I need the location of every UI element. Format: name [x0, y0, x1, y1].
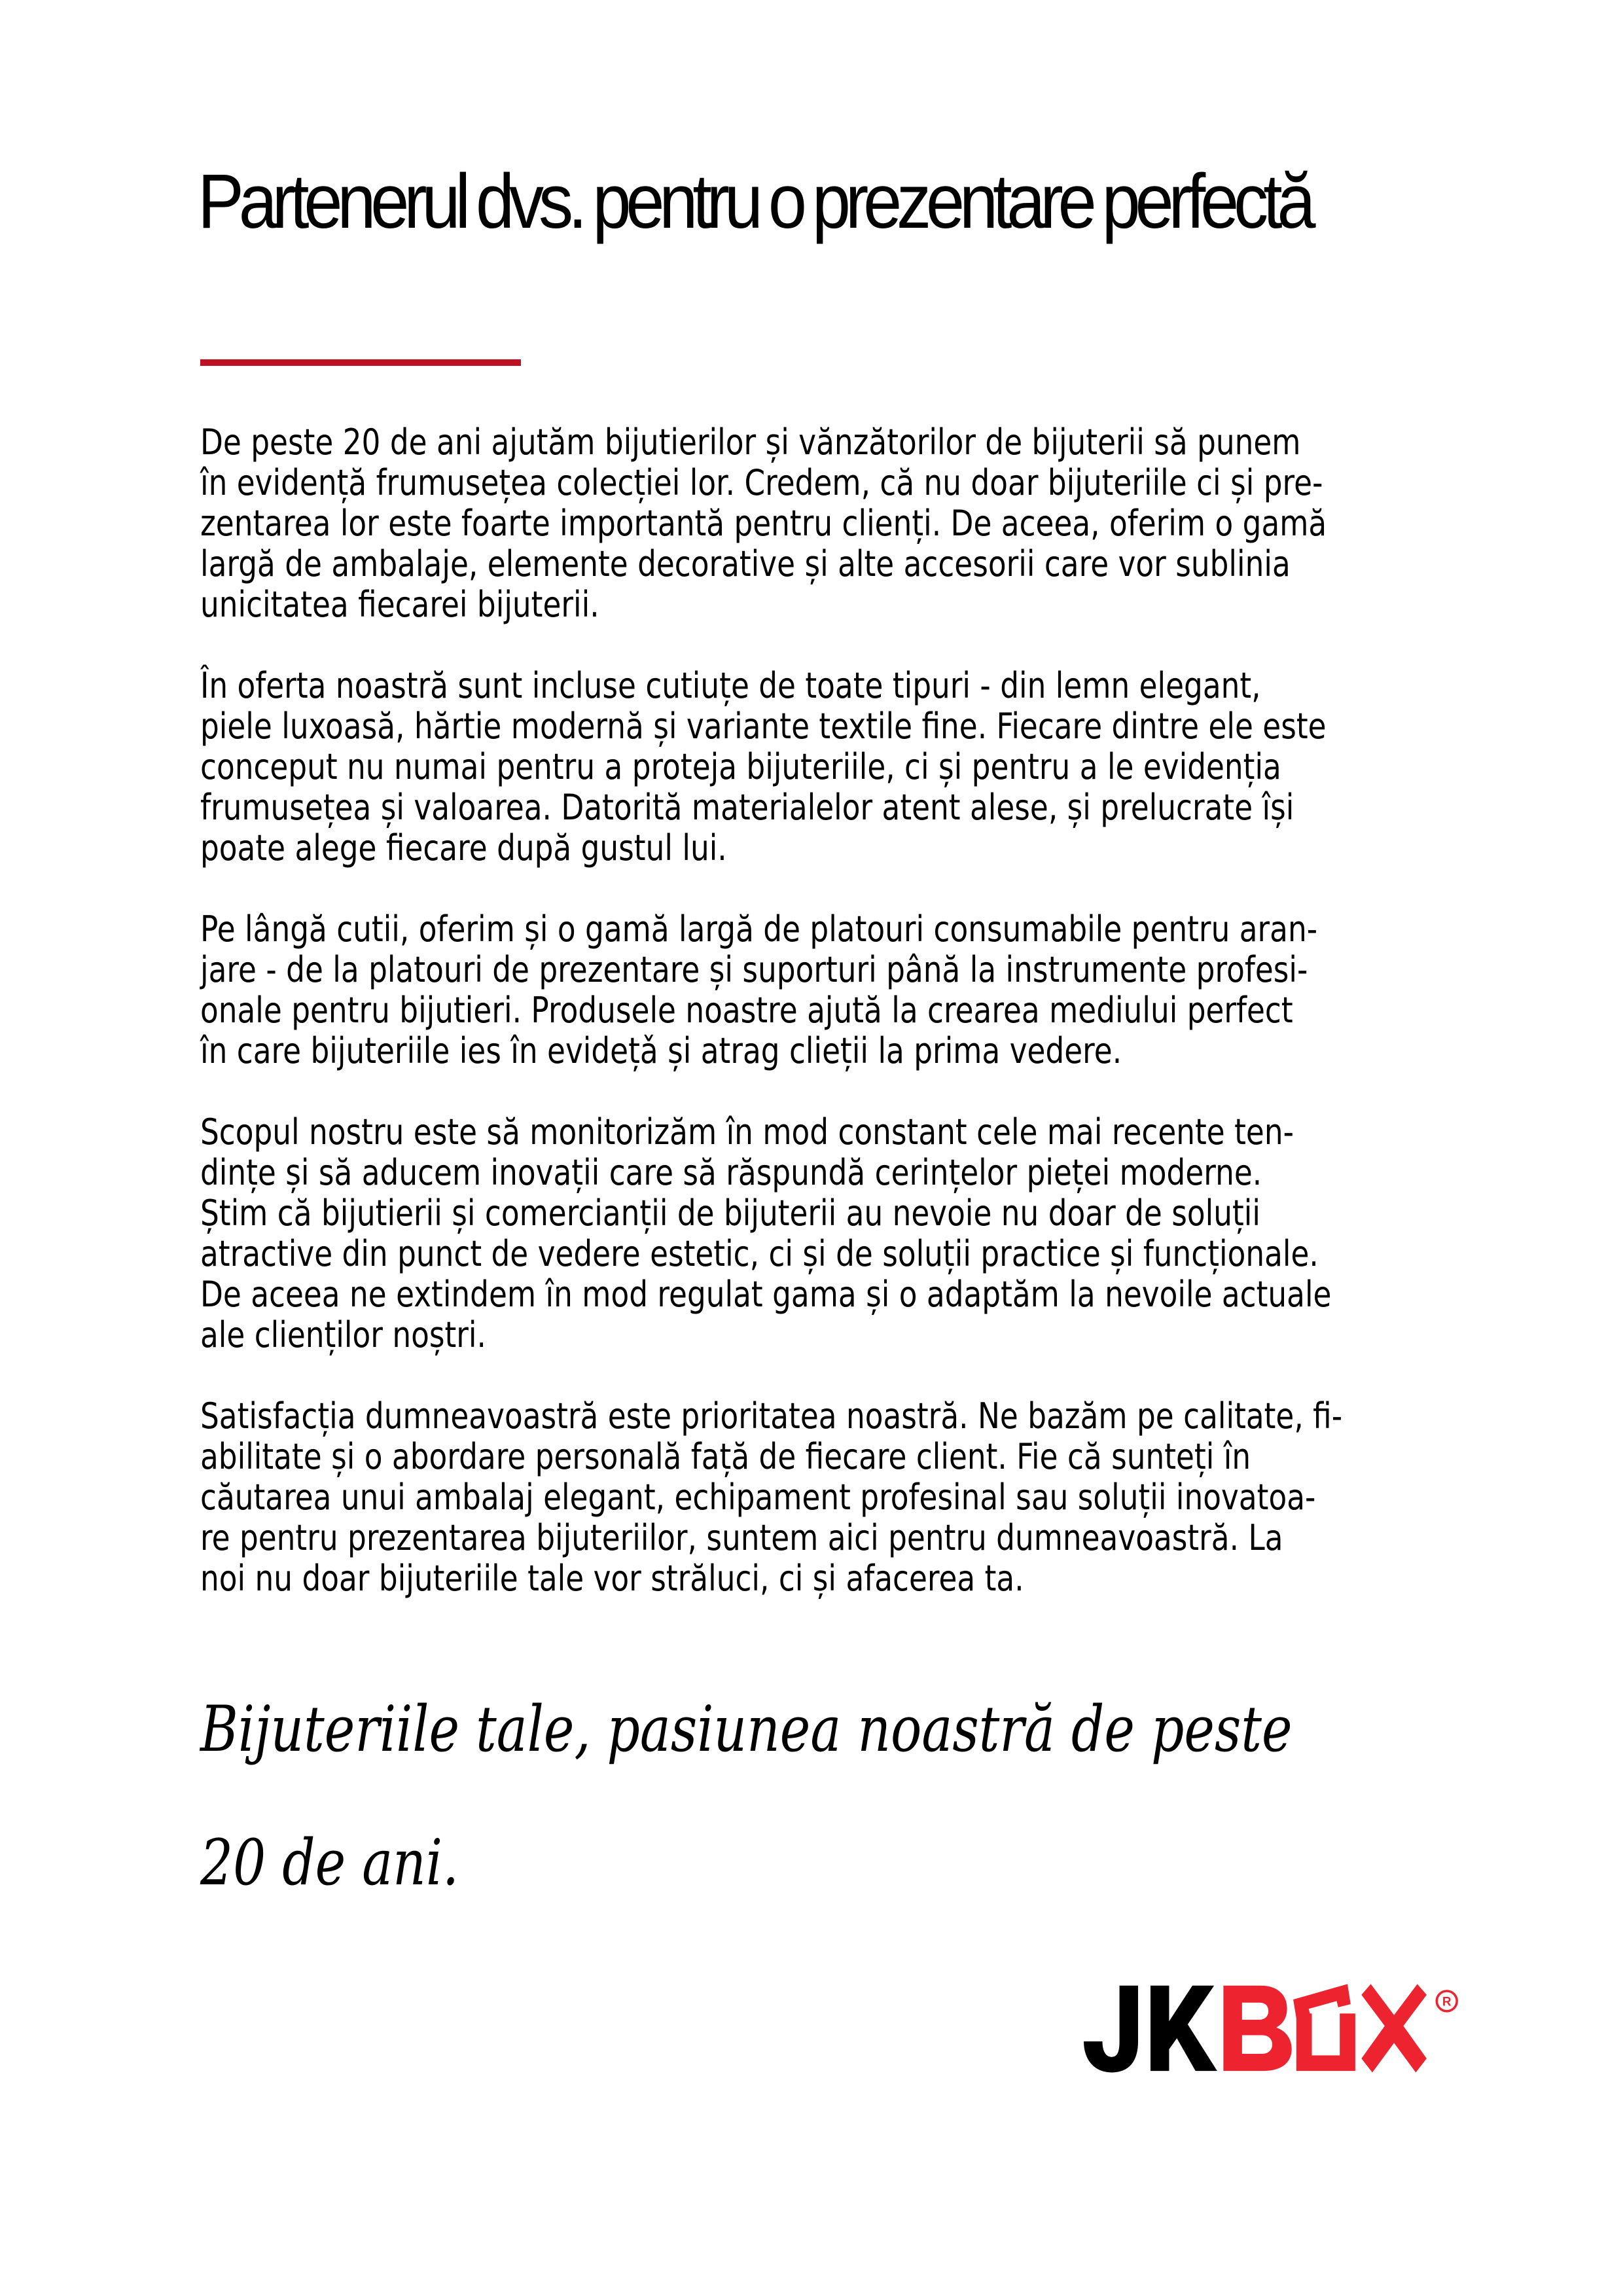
paragraph-3	[200, 909, 1520, 1071]
text-line: Știm că bijutierii și comercianții de bijuterii au nevoie nu doar de soluții	[200, 1193, 1260, 1234]
logo-letter-k	[1150, 1986, 1217, 2071]
text-line: De peste 20 de ani ajutăm bijutierilor și vănzătorilor de bijuterii să punem	[200, 422, 1301, 463]
logo-box-lid	[1293, 1984, 1351, 2018]
paragraph-1	[200, 422, 1520, 625]
text-line: ale clienților noștri.	[200, 1314, 486, 1355]
text-line: piele luxoasă, hărtie modernă și variante textile fine. Fiecare dintre ele este	[200, 706, 1327, 747]
logo-letter-b	[1223, 1986, 1291, 2071]
text-line: noi nu doar bijuteriile tale vor străluci, ci și afacerea ta.	[200, 1558, 1024, 1599]
registered-letter: R	[1442, 1995, 1452, 2009]
text-line: De aceea ne extindem în mod regulat gama și o adaptăm la nevoile actuale	[200, 1274, 1332, 1315]
text-line: conceput nu numai pentru a proteja bijuteriile, ci și pentru a le evidenția	[200, 746, 1281, 787]
logo-letter-x	[1361, 1984, 1427, 2072]
text-line: frumusețea și valoarea. Datorită materialelor atent alese, și prelucrate își	[200, 787, 1294, 828]
logo-box-body	[1296, 2013, 1355, 2071]
body-text	[200, 422, 1343, 1640]
text-line: atractive din punct de vedere estetic, ci și de soluții practice și funcționale.	[200, 1233, 1319, 1274]
text-line: zentarea lor este foarte importantă pentru clienți. De aceea, oferim o gamă	[200, 503, 1327, 544]
text-line: unicitatea fiecarei bijuterii.	[200, 584, 599, 625]
jkbox-logo	[1073, 1970, 1479, 2075]
tagline-line: Bijuteriile tale, pasiunea noastră de peste	[200, 1693, 1293, 1766]
page-title: Partenerul dvs. pentru o prezentare perfectă	[198, 158, 1311, 245]
text-line: abilitate și o abordare personală față de fiecare client. Fie că sunteți în	[200, 1436, 1251, 1477]
text-line: re pentru prezentarea bijuteriilor, suntem aici pentru dumneavoastră. La	[200, 1517, 1283, 1558]
script-tagline	[200, 1662, 1293, 1929]
text-line: largă de ambalaje, elemente decorative și alte accesorii care vor sublinia	[200, 543, 1291, 584]
paragraph-4	[200, 1112, 1520, 1355]
text-line: dințe și să aducem inovații care să răspundă cerințelor pieței moderne.	[200, 1152, 1262, 1193]
text-line: Pe lângă cutii, oferim și o gamă largă de platouri consumabile pentru aran-	[200, 908, 1318, 950]
tagline-line: 20 de ani.	[200, 1826, 459, 1899]
text-line: în evidență frumusețea colecției lor. Credem, că nu doar bijuteriile ci și pre-	[200, 462, 1323, 503]
text-line: Scopul nostru este să monitorizăm în mod constant cele mai recente ten-	[200, 1111, 1294, 1153]
logo-graphic	[1073, 1970, 1479, 2075]
text-line: În oferta noastră sunt incluse cutiuțe de toate tipuri - din lemn elegant,	[200, 665, 1261, 706]
text-line: jare - de la platouri de prezentare și suporturi până la instrumente profesi-	[200, 949, 1308, 990]
text-line: onale pentru bijutieri. Produsele noastre ajută la crearea mediului perfect	[200, 990, 1293, 1031]
text-line: Satisfacția dumneavoastră este prioritatea noastră. Ne bazăm pe calitate, fi-	[200, 1395, 1343, 1437]
accent-divider	[200, 359, 521, 366]
text-line: poate alege fiecare după gustul lui.	[200, 827, 727, 869]
logo-letter-j	[1084, 1986, 1138, 2073]
text-line: în care bijuteriile ies în evidețǎ și atrag clieții la prima vedere.	[200, 1030, 1122, 1071]
paragraph-2	[200, 666, 1520, 869]
paragraph-5	[200, 1396, 1520, 1599]
text-line: căutarea unui ambalaj elegant, echipament profesinal sau soluții inovatoa-	[200, 1477, 1316, 1518]
